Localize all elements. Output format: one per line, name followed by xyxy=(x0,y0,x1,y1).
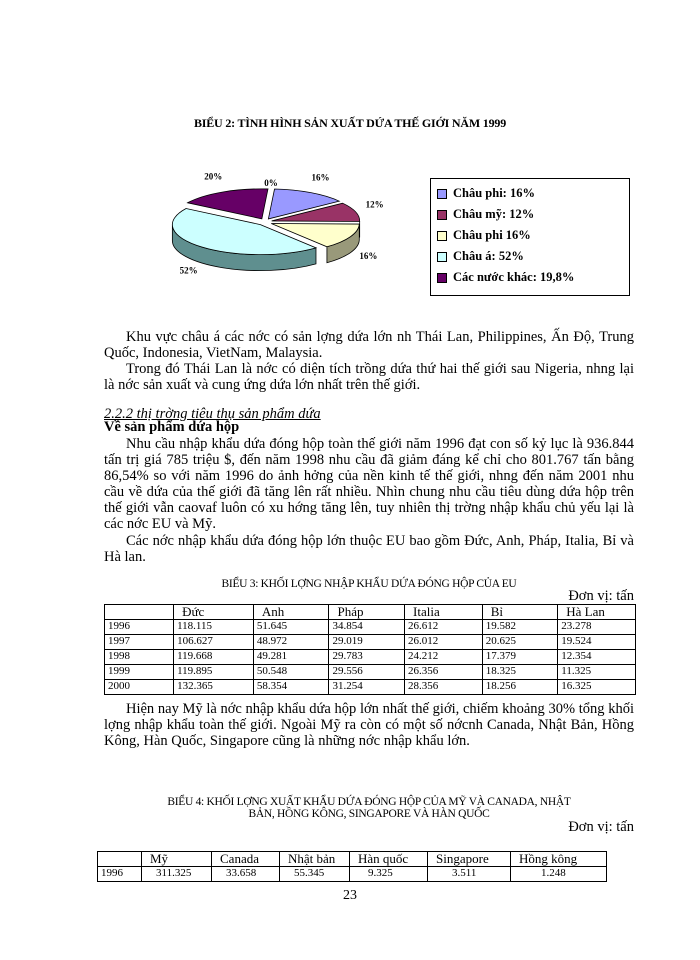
year-cell: 1996 xyxy=(105,620,174,635)
table-row xyxy=(105,620,636,635)
value-cell: 23.278 xyxy=(558,620,636,635)
value-cell: 49.281 xyxy=(253,650,329,665)
year-cell: 1997 xyxy=(105,635,174,650)
header-cell: Đức xyxy=(174,605,254,620)
value-cell: 29.783 xyxy=(329,650,405,665)
legend-swatch xyxy=(437,273,447,283)
table-row xyxy=(98,867,607,882)
value-cell: 28.356 xyxy=(405,680,483,695)
value-cell: 19.582 xyxy=(482,620,558,635)
value-cell: 55.345 xyxy=(280,867,350,882)
value-cell: 118.115 xyxy=(174,620,254,635)
header-cell: Hà Lan xyxy=(558,605,636,620)
value-cell: 34.854 xyxy=(329,620,405,635)
legend-swatch xyxy=(437,252,447,262)
pie-chart xyxy=(160,170,430,300)
value-cell: 24.212 xyxy=(405,650,483,665)
value-cell: 51.645 xyxy=(253,620,329,635)
header-cell: Italia xyxy=(405,605,483,620)
value-cell: 311.325 xyxy=(142,867,212,882)
paragraph: Hiện nay Mỹ là nớc nhập khẩu dứa hộp lớn nhất thế giới, chiếm khoảng 30% tổng khối lợng nhập khẩu toàn thế giới. Ngoài Mỹ ra còn có một số nớcnh Canada, Nhật Bản, Hồng Kông, Hàn Quốc, Singapore cũng là những nớc nhập khẩu lớn. xyxy=(104,701,634,749)
header-cell: Pháp xyxy=(329,605,405,620)
value-cell: 29.556 xyxy=(329,665,405,680)
table-row xyxy=(105,665,636,680)
value-cell: 18.256 xyxy=(482,680,558,695)
value-cell: 12.354 xyxy=(558,650,636,665)
value-cell: 19.524 xyxy=(558,635,636,650)
table-caption: BẢN, HỒNG KÔNG, SINGAPORE VÀ HÀN QUỐC xyxy=(248,808,490,820)
value-cell: 119.895 xyxy=(174,665,254,680)
header-cell: Anh xyxy=(253,605,329,620)
us-export-table xyxy=(97,851,607,882)
header-cell: Nhật bản xyxy=(280,852,350,867)
legend-item xyxy=(437,267,623,288)
legend-item xyxy=(437,183,623,204)
value-cell: 20.625 xyxy=(482,635,558,650)
legend-item xyxy=(437,246,623,267)
year-cell: 1999 xyxy=(105,665,174,680)
legend-label: Châu phi 16% xyxy=(453,228,531,242)
page-number: 23 xyxy=(343,888,357,903)
value-cell: 50.548 xyxy=(253,665,329,680)
year-cell: 1996 xyxy=(98,867,142,882)
pie-zero-label: 0% xyxy=(264,178,278,188)
unit-label: Đơn vị: tấn xyxy=(568,588,634,604)
header-cell: Bỉ xyxy=(482,605,558,620)
pie-slice-label: 20% xyxy=(204,171,223,182)
legend-label: Châu phi: 16% xyxy=(453,186,535,200)
table-row xyxy=(105,635,636,650)
paragraph: Trong đó Thái Lan là nớc có diện tích trồng dứa thứ hai thế giới sau Nigeria, nhng lại là nớc sản xuất và cung ứng dứa lớn nhất trên thế giới. xyxy=(104,361,634,393)
header-cell: Canada xyxy=(212,852,280,867)
table-header-row xyxy=(98,852,607,867)
table-row xyxy=(105,650,636,665)
header-cell: Hàn quốc xyxy=(350,852,428,867)
legend-swatch xyxy=(437,210,447,220)
eu-import-table xyxy=(104,604,636,695)
table-caption: BIỂU 4: KHỐI LỢNG XUẤT KHẨU DỨA ĐÓNG HỘP CỦA MỸ VÀ CANADA, NHẬT xyxy=(167,796,571,808)
value-cell: 18.325 xyxy=(482,665,558,680)
pie-slice-label: 16% xyxy=(359,250,378,261)
value-cell: 132.365 xyxy=(174,680,254,695)
value-cell: 26.356 xyxy=(405,665,483,680)
value-cell: 106.627 xyxy=(174,635,254,650)
value-cell: 48.972 xyxy=(253,635,329,650)
value-cell: 17.379 xyxy=(482,650,558,665)
paragraph: Nhu cầu nhập khẩu dứa đóng hộp toàn thế giới năm 1996 đạt con số kỷ lục là 936.844 tấn trị giá 785 triệu $, đến năm 1998 nhu cầu đã giảm đáng kể chỉ cho 801.767 tấn bằng 86,54% so với năm 1996 do ảnh hởng của nền kinh tế thế giới, nhng đến năm 2001 nhu cầu về dứa của thế giới đã tăng lên rất nhiều. Nhìn chung nhu cầu tiêu dùng dứa hộp trên thế giới vẫn caovaf luôn có xu hớng tăng lên, tuy nhiên thị trờng nhập khẩu chủ yếu lại là các nớc EU và Mỹ. xyxy=(104,436,634,532)
header-cell xyxy=(105,605,174,620)
paragraph: Các nớc nhập khẩu dứa đóng hộp lớn thuộc EU bao gồm Đức, Anh, Pháp, Italia, Bỉ và Hà lan. xyxy=(104,533,634,565)
chart-title: BIỂU 2: TÌNH HÌNH SẢN XUẤT DỨA THẾ GIỚI NĂM 1999 xyxy=(193,116,506,130)
table-row xyxy=(105,680,636,695)
table-caption: BIỂU 3: KHỐI LỢNG NHẬP KHẨU DỨA ĐÓNG HỘP CỦA EU xyxy=(221,578,517,590)
paragraph: Khu vực châu á các nớc có sản lợng dứa lớn nh Thái Lan, Philippines, Ấn Độ, Trung Quốc, Indonesia, VietNam, Malaysia. xyxy=(104,329,634,361)
legend-item xyxy=(437,225,623,246)
legend-item xyxy=(437,204,623,225)
year-cell: 2000 xyxy=(105,680,174,695)
value-cell: 119.668 xyxy=(174,650,254,665)
value-cell: 33.658 xyxy=(212,867,280,882)
header-cell: Mỹ xyxy=(142,852,212,867)
pie-slice-label: 12% xyxy=(365,199,384,210)
pie-slice-label: 16% xyxy=(311,172,330,183)
header-cell: Singapore xyxy=(428,852,511,867)
table-header-row xyxy=(105,605,636,620)
pie-slice-label: 52% xyxy=(179,265,198,276)
section-heading: 2.2.2 thị trờng tiêu thụ sản phẩm dứa xyxy=(104,406,321,422)
legend-label: Châu mỹ: 12% xyxy=(453,207,535,221)
legend-label: Các nước khác: 19,8% xyxy=(453,270,575,284)
value-cell: 9.325 xyxy=(350,867,428,882)
header-cell xyxy=(98,852,142,867)
chart-legend xyxy=(430,178,630,296)
year-cell: 1998 xyxy=(105,650,174,665)
header-cell: Hồng kông xyxy=(511,852,607,867)
value-cell: 31.254 xyxy=(329,680,405,695)
legend-swatch xyxy=(437,231,447,241)
value-cell: 26.612 xyxy=(405,620,483,635)
value-cell: 26.012 xyxy=(405,635,483,650)
value-cell: 11.325 xyxy=(558,665,636,680)
value-cell: 1.248 xyxy=(511,867,607,882)
legend-label: Châu á: 52% xyxy=(453,249,524,263)
value-cell: 3.511 xyxy=(428,867,511,882)
subsection-heading: Về sản phẩm dứa hộp xyxy=(104,419,240,435)
value-cell: 16.325 xyxy=(558,680,636,695)
unit-label: Đơn vị: tấn xyxy=(568,819,634,835)
value-cell: 58.354 xyxy=(253,680,329,695)
value-cell: 29.019 xyxy=(329,635,405,650)
legend-swatch xyxy=(437,189,447,199)
